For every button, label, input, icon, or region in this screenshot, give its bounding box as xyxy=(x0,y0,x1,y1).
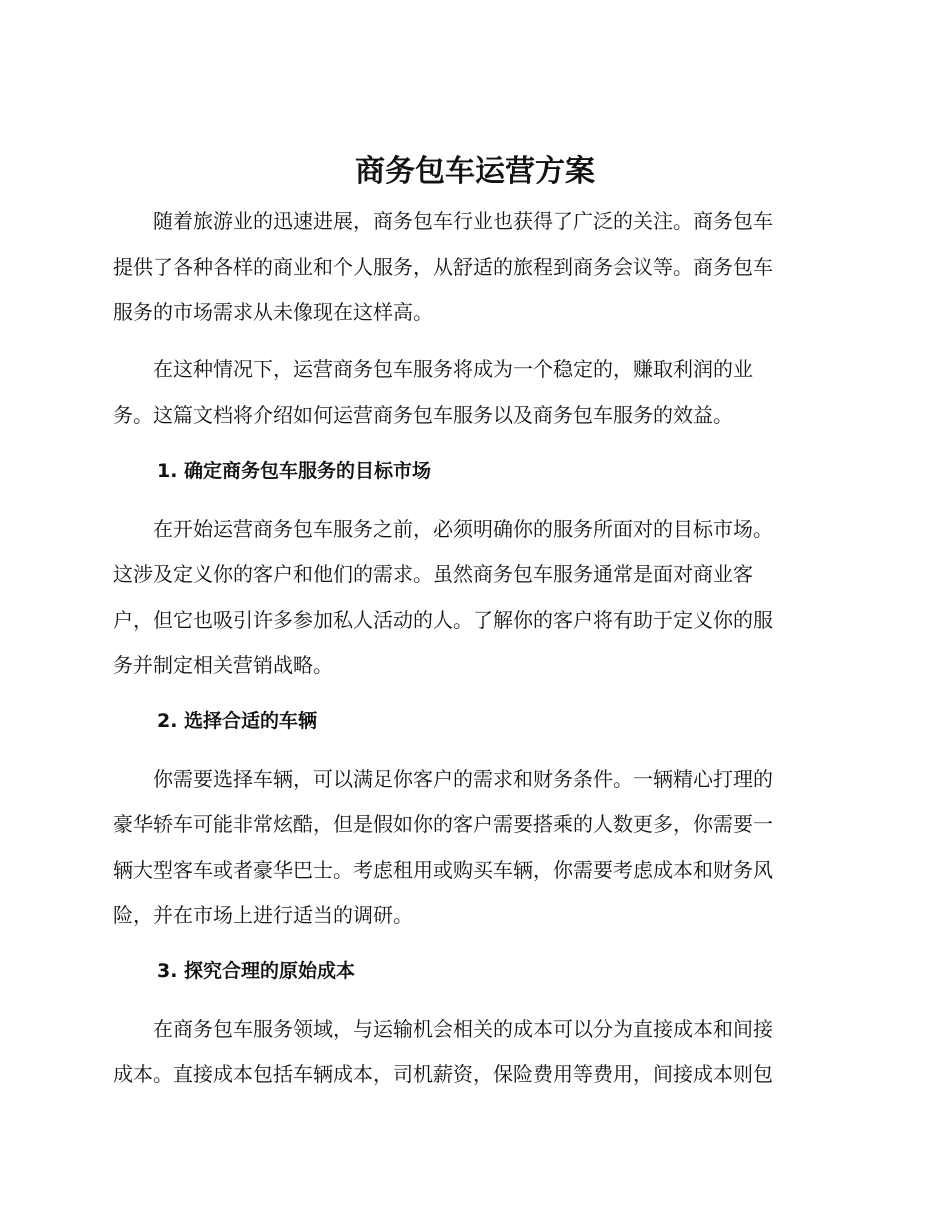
section-heading: 1. 确定商务包车服务的目标市场 xyxy=(157,460,432,482)
section-heading: 3. 探究合理的原始成本 xyxy=(157,960,356,982)
paragraph-line: 险，并在市场上进行适当的调研。 xyxy=(113,903,413,927)
document-title: 商务包车运营方案 xyxy=(355,154,595,189)
paragraph-line: 这涉及定义你的客户和他们的需求。虽然商务包车服务通常是面对商业客 xyxy=(113,562,753,586)
paragraph-line: 务。这篇文档将介绍如何运营商务包车服务以及商务包车服务的效益。 xyxy=(113,403,733,427)
paragraph-line: 在开始运营商务包车服务之前，必须明确你的服务所面对的目标市场。 xyxy=(113,517,773,541)
paragraph-line: 成本。直接成本包括车辆成本，司机薪资，保险费用等费用，间接成本则包 xyxy=(113,1062,773,1086)
paragraph-line: 务并制定相关营销战略。 xyxy=(113,653,333,677)
paragraph-line: 在商务包车服务领域，与运输机会相关的成本可以分为直接成本和间接 xyxy=(113,1017,773,1041)
paragraph-line: 豪华轿车可能非常炫酷，但是假如你的客户需要搭乘的人数更多，你需要一 xyxy=(113,812,773,836)
paragraph-line: 服务的市场需求从未像现在这样高。 xyxy=(113,300,433,324)
paragraph-line: 辆大型客车或者豪华巴士。考虑租用或购买车辆，你需要考虑成本和财务风 xyxy=(113,858,773,882)
paragraph-line: 随着旅游业的迅速进展，商务包车行业也获得了广泛的关注。商务包车 xyxy=(113,209,773,233)
section-heading: 2. 选择合适的车辆 xyxy=(157,710,318,732)
paragraph-line: 户，但它也吸引许多参加私人活动的人。了解你的客户将有助于定义你的服 xyxy=(113,608,773,632)
paragraph-line: 提供了各种各样的商业和个人服务，从舒适的旅程到商务会议等。商务包车 xyxy=(113,255,773,279)
paragraph-line: 在这种情况下，运营商务包车服务将成为一个稳定的，赚取利润的业 xyxy=(113,357,753,381)
paragraph-line: 你需要选择车辆，可以满足你客户的需求和财务条件。一辆精心打理的 xyxy=(113,767,773,791)
